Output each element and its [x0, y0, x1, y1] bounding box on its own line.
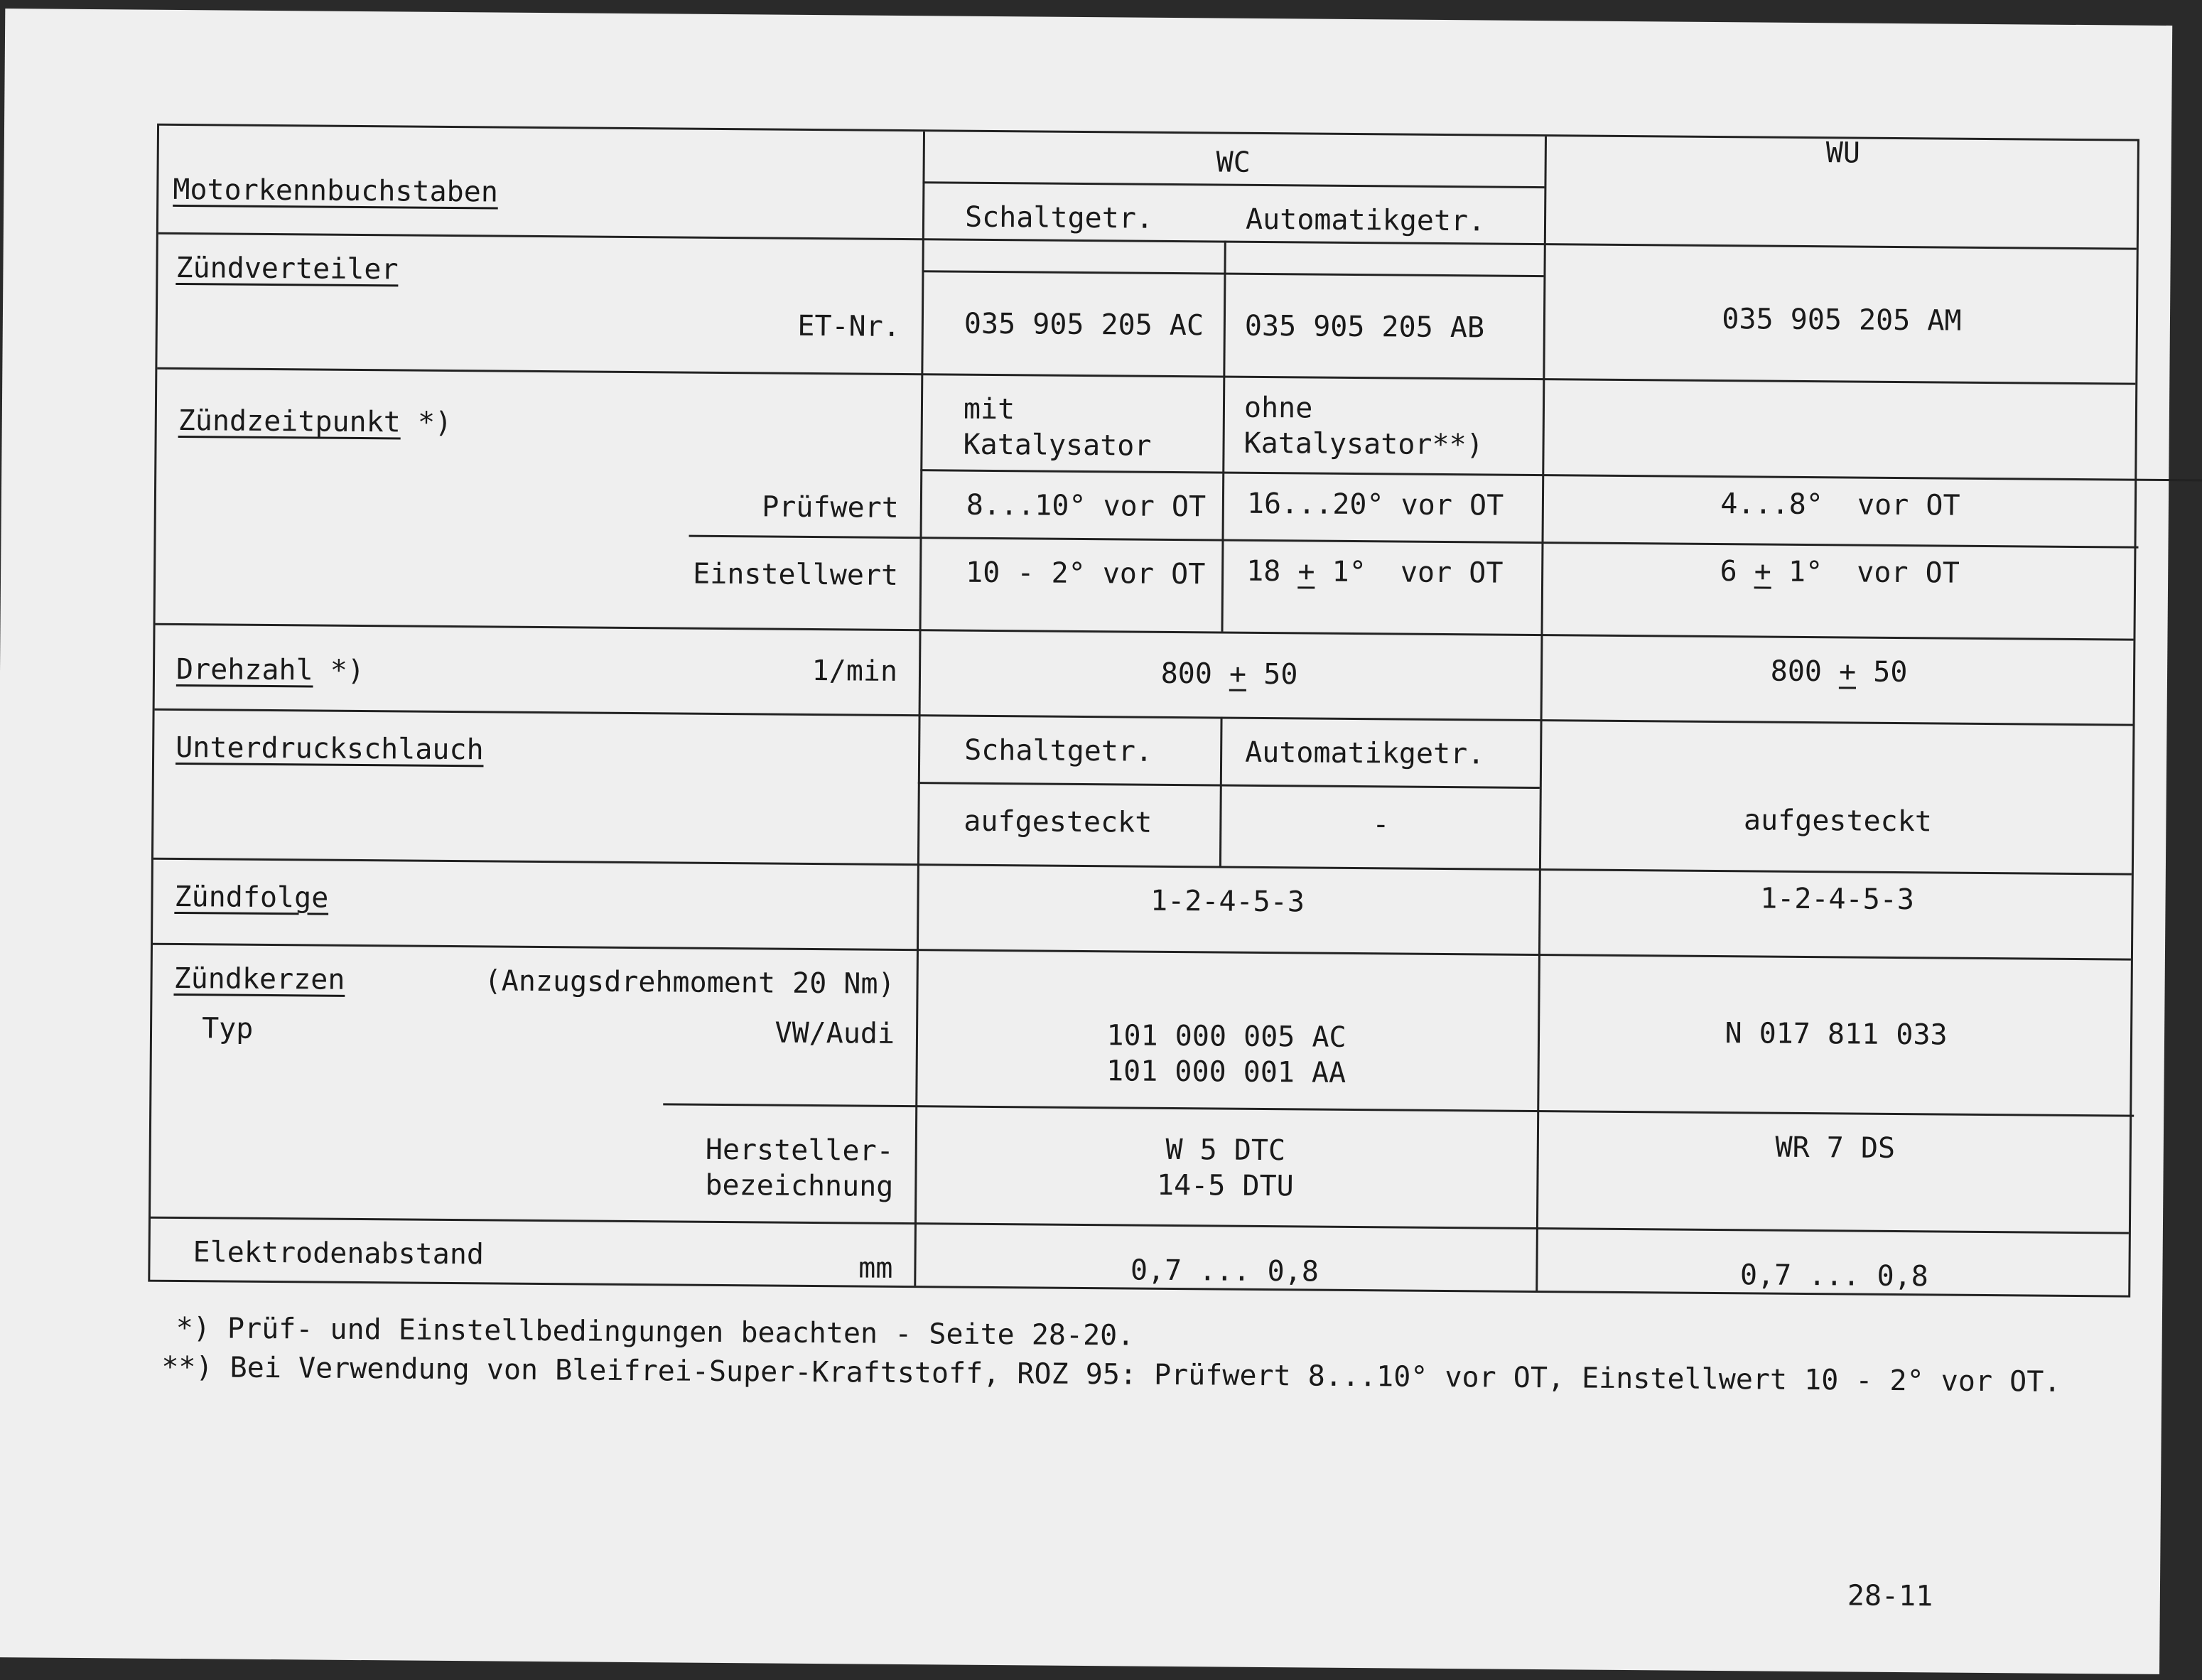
drehzahl-wc	[1160, 656, 1297, 693]
wc-auto-etnr: 035 905 205 AB	[1244, 309, 1485, 345]
document-page	[0, 9, 2172, 1674]
einstellwert-ohne	[1246, 554, 1504, 591]
einstellwert-ohne-tolerance: 1° vor OT	[1332, 555, 1504, 590]
wc-schalt-head: Schaltgetr.	[964, 200, 1154, 235]
elektrodenabstand-label: Elektrodenabstand	[193, 1236, 485, 1271]
unterdruck-auto: -	[1372, 808, 1390, 841]
row-line	[689, 535, 2139, 549]
drehzahl-label-wrap	[176, 652, 365, 689]
motorkennbuchstaben-label: Motorkennbuchstaben	[173, 173, 499, 209]
einstellwert-wu	[1720, 554, 1960, 591]
zuendkerzen-label: Zündkerzen	[173, 962, 345, 996]
zuendfolge-label: Zündfolge	[174, 880, 329, 915]
zuendfolge-wu: 1-2-4-5-3	[1760, 882, 1915, 917]
unterdruck-schalt-head: Schaltgetr.	[964, 733, 1153, 768]
zuendkerzen-wc-herst-2: 14-5 DTU	[1156, 1168, 1294, 1203]
zuendzeitpunkt-mark: *)	[417, 406, 453, 440]
unterdruck-label: Unterdruckschlauch	[175, 731, 484, 767]
zuendkerzen-wu-vw: N 017 811 033	[1725, 1017, 1948, 1052]
pruefwert-ohne: 16...20° vor OT	[1246, 487, 1504, 522]
plus-minus-sign: +	[1838, 655, 1857, 689]
wu-etnr: 035 905 205 AM	[1722, 303, 1962, 338]
row-line	[153, 858, 2132, 876]
einstellwert-label: Einstellwert	[692, 557, 899, 592]
elektrodenabstand-wc: 0,7 ... 0,8	[1130, 1254, 1319, 1288]
zuendkerzen-wc-vw-2: 101 000 001 AA	[1106, 1055, 1346, 1089]
row-line	[151, 1217, 2129, 1234]
row-line	[153, 943, 2131, 961]
col-line	[1221, 241, 1226, 632]
row-line	[663, 1103, 2134, 1116]
row-line	[155, 709, 2133, 726]
unterdruck-auto-head: Automatikgetr.	[1244, 736, 1485, 771]
et-nr-label: ET-Nr.	[797, 309, 901, 343]
elektrodenabstand-unit: mm	[858, 1251, 893, 1285]
elektrodenabstand-wu: 0,7 ... 0,8	[1739, 1259, 1929, 1293]
row-line	[922, 270, 1543, 277]
row-line	[918, 782, 1540, 789]
zuendkerzen-wc-herst-1: W 5 DTC	[1165, 1133, 1286, 1168]
plus-minus-sign: +	[1229, 657, 1247, 691]
zuendfolge-wc: 1-2-4-5-3	[1150, 884, 1305, 919]
wc-schalt-etnr: 035 905 205 AC	[964, 307, 1204, 343]
hersteller-label-2: bezeichnung	[705, 1168, 894, 1203]
vwaudi-label: VW/Audi	[775, 1016, 895, 1050]
typ-label: Typ	[201, 1012, 254, 1045]
anzugsdrehmoment-label: (Anzugsdrehmoment 20 Nm)	[484, 964, 895, 1001]
einstellwert-mit: 10 - 2° vor OT	[965, 556, 1206, 591]
footnote-1: *) Prüf- und Einstellbedingungen beachten - Seite 28-20.	[176, 1311, 1135, 1352]
drehzahl-wc-value: 800	[1160, 657, 1213, 691]
zuendkerzen-wu-herst: WR 7 DS	[1775, 1131, 1896, 1165]
plus-minus-sign: +	[1297, 555, 1315, 588]
einstellwert-ohne-value: 18	[1246, 554, 1281, 588]
einstellwert-wu-value: 6	[1720, 555, 1737, 588]
plus-minus-sign: +	[1754, 555, 1772, 588]
wc-header: WC	[1216, 146, 1251, 179]
hersteller-label-1: Hersteller-	[705, 1133, 894, 1168]
drehzahl-label: Drehzahl	[176, 652, 313, 687]
pruefwert-wu: 4...8° vor OT	[1720, 488, 1960, 522]
einstellwert-wu-tolerance: 1° vor OT	[1788, 555, 1960, 590]
zuendzeitpunkt-label-wrap	[178, 403, 453, 441]
page-number: 28-11	[1847, 1579, 1933, 1613]
drehzahl-wc-tolerance: 50	[1263, 657, 1298, 691]
row-line	[922, 181, 1544, 188]
pruefwert-label: Prüfwert	[762, 490, 900, 524]
drehzahl-wu-tolerance: 50	[1873, 655, 1908, 689]
footnote-2: **) Bei Verwendung von Bleifrei-Super-Kraftstoff, ROZ 95: Prüfwert 8...10° vor OT, Einstellwert 10 - 2° vor OT.	[161, 1350, 2061, 1399]
row-line	[157, 367, 2135, 385]
zuendverteiler-label: Zündverteiler	[176, 251, 399, 286]
head-mit-katalysator: mit Katalysator	[963, 392, 1152, 463]
pruefwert-mit: 8...10° vor OT	[966, 488, 1207, 524]
wu-header: WU	[1825, 136, 1861, 170]
drehzahl-wu-value: 800	[1770, 655, 1823, 689]
col-line	[1219, 717, 1223, 866]
zuendkerzen-wc-vw-1: 101 000 005 AC	[1106, 1019, 1346, 1054]
col-line	[1536, 136, 1547, 1291]
unterdruck-wu: aufgesteckt	[1743, 804, 1933, 839]
unterdruck-schalt: aufgesteckt	[964, 804, 1153, 839]
row-line	[920, 469, 2202, 487]
col-line	[914, 131, 925, 1286]
head-ohne-katalysator: ohne Katalysator**)	[1243, 391, 1484, 462]
zuendzeitpunkt-label: Zündzeitpunkt	[178, 404, 401, 439]
drehzahl-wu	[1771, 654, 1908, 691]
spec-table	[148, 124, 2139, 1298]
drehzahl-mark: *)	[330, 654, 365, 688]
drehzahl-unit: 1/min	[811, 654, 898, 688]
row-line	[156, 623, 2134, 641]
wc-auto-head: Automatikgetr.	[1245, 203, 1486, 238]
